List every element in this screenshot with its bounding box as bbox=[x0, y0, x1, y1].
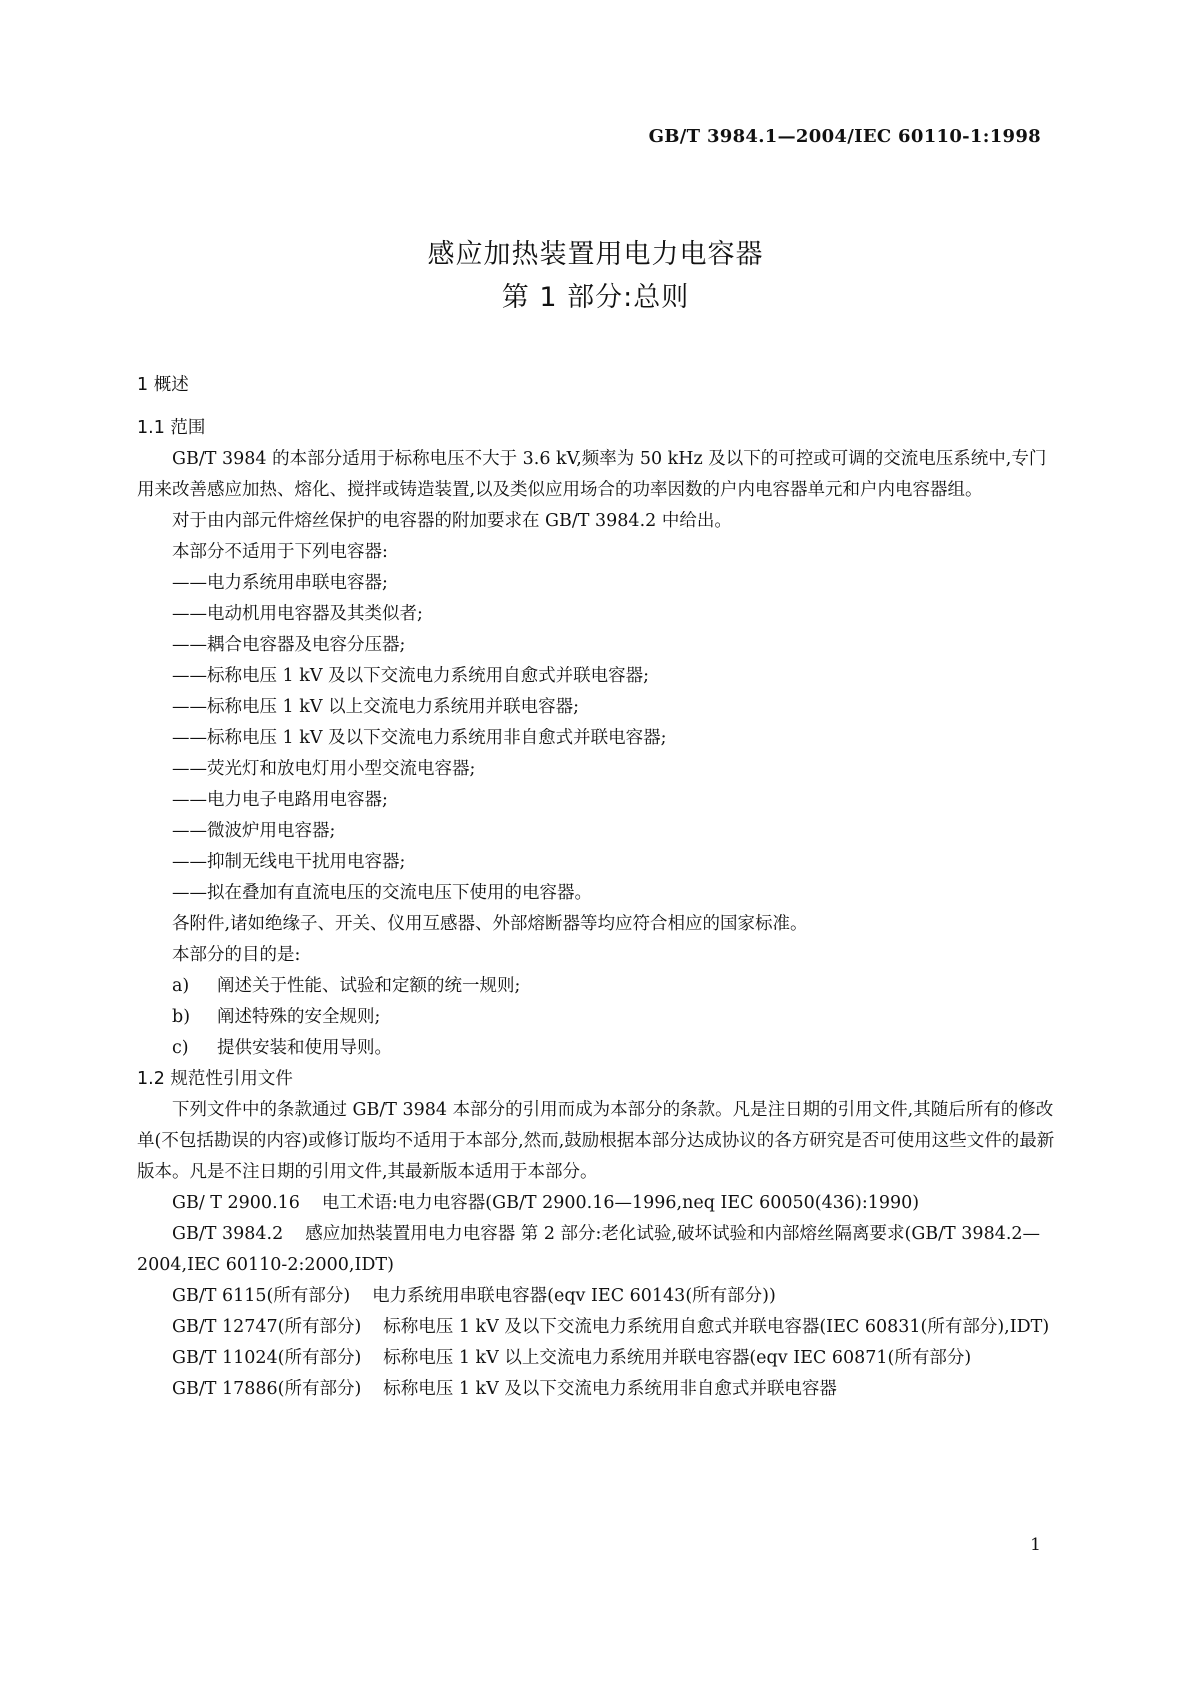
list-item bbox=[137, 971, 1057, 1002]
fuse-paragraph: 对于由内部元件熔丝保护的电容器的附加要求在 GB/T 3984.2 中给出。 bbox=[172, 511, 732, 531]
list-item: ——荧光灯和放电灯用小型交流电容器; bbox=[172, 759, 476, 779]
reference-code: GB/T 6115(所有部分) bbox=[172, 1286, 351, 1306]
reference-item bbox=[137, 1374, 1057, 1405]
reference-code: GB/T 12747(所有部分) bbox=[172, 1317, 362, 1337]
list-item-text: 提供安装和使用导则。 bbox=[217, 1038, 392, 1058]
list-item: ——电动机用电容器及其类似者; bbox=[172, 604, 423, 624]
section-1-heading: 1 概述 bbox=[137, 375, 189, 395]
section-1-1-heading: 1.1 范围 bbox=[137, 418, 206, 438]
document-title: 感应加热装置用电力电容器 bbox=[427, 239, 764, 270]
reference-code: GB/T 17886(所有部分) bbox=[172, 1379, 362, 1399]
reference-item bbox=[137, 1219, 1057, 1281]
list-item: ——标称电压 1 kV 以上交流电力系统用并联电容器; bbox=[172, 697, 579, 717]
purpose-intro: 本部分的目的是: bbox=[172, 945, 301, 965]
references-intro: 下列文件中的条款通过 GB/T 3984 本部分的引用而成为本部分的条款。凡是注日期的引用文件,其随后所有的修改单(不包括勘误的内容)或修订版均不适用于本部分,然而,鼓励根据本部分达成协议的各方研究是否可使用这些文件的最新版本。凡是不注日期的引用文件,其最新版本适用于本部分。 bbox=[137, 1100, 1055, 1182]
reference-title: 标称电压 1 kV 及以下交流电力系统用自愈式并联电容器(IEC 60831(所有部分),IDT) bbox=[383, 1317, 1050, 1337]
list-item: ——微波炉用电容器; bbox=[172, 821, 336, 841]
list-item: ——标称电压 1 kV 及以下交流电力系统用自愈式并联电容器; bbox=[172, 666, 649, 686]
document-subtitle: 第 1 部分:总则 bbox=[501, 282, 690, 313]
list-item: ——抑制无线电干扰用电容器; bbox=[172, 852, 406, 872]
list-item bbox=[137, 1033, 1057, 1064]
reference-title: 感应加热装置用电力电容器 第 2 部分:老化试验,破坏试验和内部熔丝隔离要求(GB/T 3984.2—2004,IEC 60110-2:2000,IDT) bbox=[137, 1224, 1041, 1275]
reference-title: 电力系统用串联电容器(eqv IEC 60143(所有部分)) bbox=[372, 1286, 776, 1306]
list-marker: a) bbox=[172, 976, 190, 996]
reference-code: GB/T 11024(所有部分) bbox=[172, 1348, 362, 1368]
reference-item bbox=[137, 1188, 1057, 1219]
list-item: ——标称电压 1 kV 及以下交流电力系统用非自愈式并联电容器; bbox=[172, 728, 667, 748]
exclusions-intro: 本部分不适用于下列电容器: bbox=[172, 542, 388, 562]
purpose-list bbox=[137, 971, 1057, 1064]
accessories-paragraph: 各附件,诸如绝缘子、开关、仪用互感器、外部熔断器等均应符合相应的国家标准。 bbox=[172, 914, 808, 934]
reference-list bbox=[137, 1188, 1057, 1405]
document-body bbox=[137, 370, 1057, 1405]
list-item-text: 阐述关于性能、试验和定额的统一规则; bbox=[217, 976, 521, 996]
reference-item bbox=[137, 1343, 1057, 1374]
page-number: 1 bbox=[1030, 1535, 1041, 1555]
reference-code: GB/T 3984.2 bbox=[172, 1224, 284, 1244]
list-item: ——耦合电容器及电容分压器; bbox=[172, 635, 406, 655]
list-item bbox=[137, 1002, 1057, 1033]
list-item: ——电力电子电路用电容器; bbox=[172, 790, 388, 810]
scope-paragraph: GB/T 3984 的本部分适用于标称电压不大于 3.6 kV,频率为 50 kHz 及以下的可控或可调的交流电压系统中,专门用来改善感应加热、熔化、搅拌或铸造装置,以及类似应用场合的功率因数的户内电容器单元和户内电容器组。 bbox=[137, 449, 1047, 500]
reference-title: 电工术语:电力电容器(GB/T 2900.16—1996,neq IEC 60050(436):1990) bbox=[321, 1193, 920, 1213]
reference-item bbox=[137, 1281, 1057, 1312]
reference-title: 标称电压 1 kV 以上交流电力系统用并联电容器(eqv IEC 60871(所有部分) bbox=[383, 1348, 972, 1368]
list-marker: c) bbox=[172, 1038, 189, 1058]
exclusion-list bbox=[137, 568, 1057, 909]
list-item: ——电力系统用串联电容器; bbox=[172, 573, 388, 593]
reference-item bbox=[137, 1312, 1057, 1343]
standard-code: GB/T 3984.1—2004/IEC 60110-1:1998 bbox=[648, 126, 1041, 147]
section-1-2-heading: 1.2 规范性引用文件 bbox=[137, 1069, 293, 1089]
list-item-text: 阐述特殊的安全规则; bbox=[217, 1007, 381, 1027]
reference-title: 标称电压 1 kV 及以下交流电力系统用非自愈式并联电容器 bbox=[383, 1379, 837, 1399]
list-item: ——拟在叠加有直流电压的交流电压下使用的电容器。 bbox=[172, 883, 592, 903]
reference-code: GB/ T 2900.16 bbox=[172, 1193, 300, 1213]
list-marker: b) bbox=[172, 1007, 191, 1027]
